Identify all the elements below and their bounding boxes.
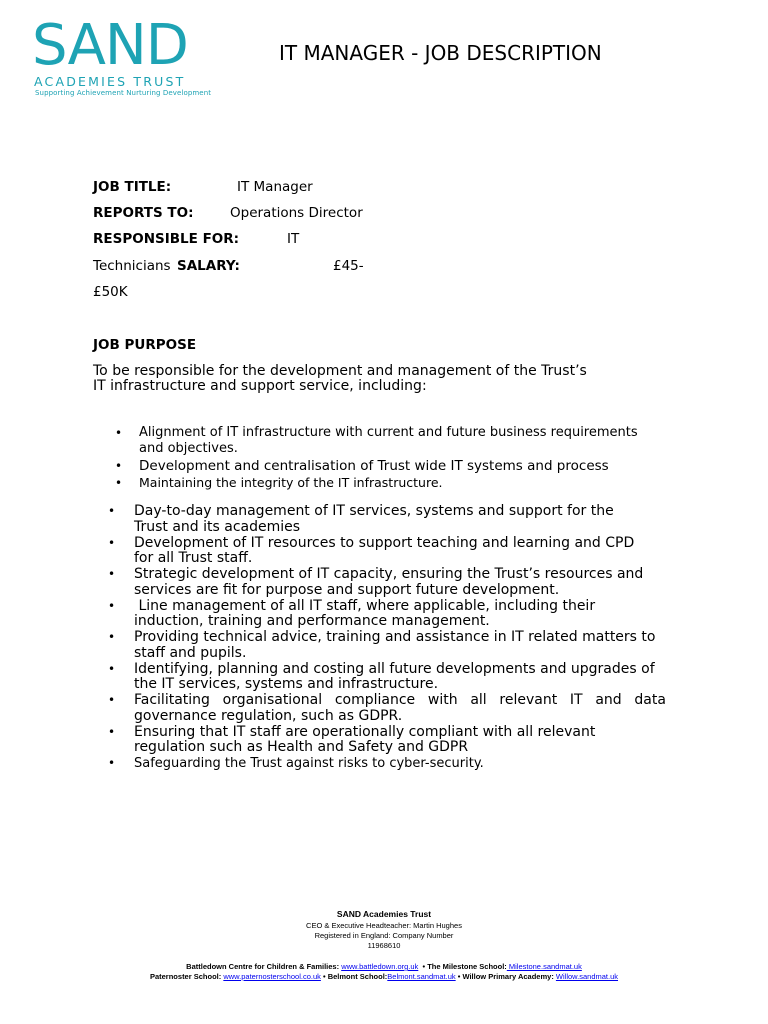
job-purpose-line-2: IT infrastructure and support service, including: — [93, 378, 427, 394]
footer-schools-line-2 — [0, 972, 768, 982]
footer-company-number: 11968610 — [367, 941, 401, 950]
list-item-text: Alignment of IT infrastructure with current and future business requirements — [139, 425, 638, 440]
logo-subtitle: ACADEMIES TRUST — [34, 74, 186, 89]
bullet-icon: • — [108, 567, 116, 581]
list-item-text-cont: governance regulation, such as GDPR. — [134, 707, 403, 724]
list-item — [108, 756, 668, 772]
purpose-list — [115, 425, 655, 492]
list-item-text-cont: and objectives. — [139, 441, 238, 456]
school-link[interactable]: Willow.sandmat.uk — [555, 972, 619, 981]
footer-ceo: CEO & Executive Headteacher: Martin Hughes — [306, 921, 462, 930]
job-title-value: IT Manager — [237, 179, 313, 195]
word: organisational — [222, 692, 323, 708]
word: Facilitating — [134, 692, 210, 708]
bullet-icon: • — [108, 756, 116, 770]
school-label: Battledown Centre for Children & Families: — [186, 962, 340, 971]
job-purpose-heading: JOB PURPOSE — [93, 337, 197, 353]
list-item-text: Identifying, planning and costing all future developments and upgrades of — [134, 660, 655, 677]
list-item — [108, 693, 668, 724]
list-item-text-cont: induction, training and performance management. — [134, 613, 490, 629]
school-label: • The Milestone School: — [422, 962, 507, 971]
school-link[interactable]: Belmont.sandmat.uk — [387, 972, 456, 981]
list-item-text-cont: the IT services, systems and infrastructure. — [134, 676, 439, 692]
responsible-for-label: RESPONSIBLE FOR: — [93, 231, 240, 247]
list-item — [115, 425, 655, 457]
duties-list — [108, 504, 668, 772]
salary-value-cont: £50K — [93, 284, 128, 300]
list-item-text: Development of IT resources to support teaching and learning and CPD — [134, 534, 635, 551]
list-item — [108, 599, 668, 630]
logo-wordmark: SAND — [32, 13, 188, 78]
bullet-icon: • — [115, 476, 123, 490]
list-item-text: Maintaining the integrity of the IT infrastructure. — [139, 475, 443, 490]
job-purpose-line-1: To be responsible for the development and management of the Trust’s — [93, 363, 587, 379]
responsible-for-value: IT — [287, 231, 300, 247]
list-item-text-cont: staff and pupils. — [134, 644, 247, 661]
bullet-icon: • — [108, 693, 116, 707]
list-item-text-cont: regulation such as Health and Safety and GDPR — [134, 739, 469, 755]
list-item — [108, 504, 668, 535]
list-item-text: Development and centralisation of Trust wide IT systems and process — [139, 458, 609, 474]
list-item — [108, 662, 668, 693]
list-item-text: Safeguarding the Trust against risks to cyber-security. — [134, 756, 484, 771]
bullet-icon: • — [115, 426, 123, 440]
school-link[interactable]: www.battledown.org.uk — [341, 962, 419, 971]
logo-tagline: Supporting Achievement Nurturing Development — [35, 89, 212, 97]
word: compliance — [334, 692, 416, 708]
word: with — [427, 692, 458, 708]
word: all — [470, 692, 487, 708]
salary-label: SALARY: — [177, 258, 240, 274]
list-item-text-cont: Trust and its academies — [134, 518, 301, 535]
bullet-icon: • — [108, 724, 116, 739]
footer-registered: Registered in England: Company Number — [314, 931, 454, 940]
bullet-icon: • — [108, 598, 116, 613]
word: and — [595, 692, 622, 708]
school-link[interactable]: Milestone.sandmat.uk — [506, 962, 582, 971]
list-item — [115, 458, 655, 474]
list-item-text: Day-to-day management of IT services, systems and support for the — [134, 503, 614, 519]
school-label: • Willow Primary Academy: — [457, 972, 554, 981]
salary-value: £45- — [333, 258, 364, 274]
list-item-text: Strategic development of IT capacity, ensuring the Trust’s resources and — [134, 566, 644, 582]
list-item-text-cont: services are fit for purpose and support future development. — [134, 581, 560, 598]
word: data — [634, 692, 666, 708]
list-item — [108, 536, 668, 567]
list-item-text — [134, 693, 666, 709]
word: relevant — [499, 692, 558, 708]
bullet-icon: • — [108, 535, 116, 550]
list-item — [108, 725, 668, 756]
footer-schools-line-1 — [0, 962, 768, 972]
reports-to-label: REPORTS TO: — [93, 205, 194, 221]
reports-to-value: Operations Director — [230, 205, 363, 221]
list-item-text: Providing technical advice, training and assistance in IT related matters to — [134, 629, 656, 645]
responsible-for-value-cont: Technicians — [93, 258, 171, 274]
bullet-icon: • — [108, 630, 116, 644]
bullet-icon: • — [115, 459, 123, 473]
list-item — [108, 567, 668, 598]
list-item-text: Line management of all IT staff, where applicable, including their — [134, 597, 596, 614]
list-item-text: Ensuring that IT staff are operationally compliant with all relevant — [134, 723, 596, 740]
word: IT — [569, 692, 583, 708]
list-item — [115, 475, 655, 491]
school-link[interactable]: www.paternosterschool.co.uk — [223, 972, 321, 981]
list-item — [108, 630, 668, 661]
bullet-icon: • — [108, 661, 116, 676]
list-item-text-cont: for all Trust staff. — [134, 550, 253, 566]
document-title: IT MANAGER - JOB DESCRIPTION — [279, 41, 602, 65]
job-title-label: JOB TITLE: — [93, 179, 172, 195]
school-label: • Belmont School: — [322, 972, 388, 981]
bullet-icon: • — [108, 504, 116, 518]
footer-org-name: SAND Academies Trust — [336, 909, 432, 919]
school-label: Paternoster School: — [149, 972, 222, 981]
